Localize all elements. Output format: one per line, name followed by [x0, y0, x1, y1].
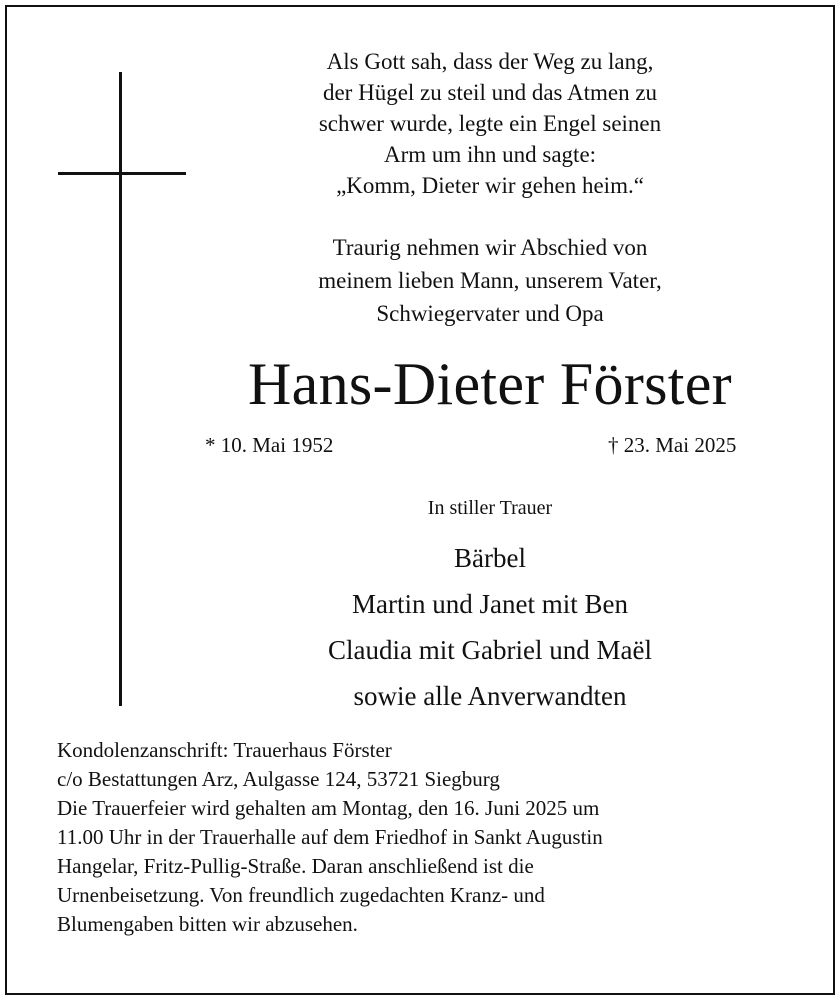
mourner-entry: Bärbel — [454, 543, 526, 573]
poem-line: der Hügel zu steil und das Atmen zu — [322, 80, 658, 105]
details-line: Blumengaben bitten wir abzusehen. — [57, 912, 358, 936]
poem-line: Arm um ihn und sagte: — [383, 142, 597, 167]
farewell-intro — [185, 231, 795, 330]
birth-date: * 10. Mai 1952 — [205, 433, 334, 457]
cross-horizontal-bar — [58, 172, 186, 175]
intro-line: meinem lieben Mann, unserem Vater, — [318, 268, 662, 293]
intro-line: Schwiegervater und Opa — [376, 301, 604, 326]
poem-line: Als Gott sah, dass der Weg zu lang, — [326, 49, 654, 74]
details-line: Hangelar, Fritz-Pullig-Straße. Daran anschließend ist die — [57, 854, 534, 878]
details-line: Die Trauerfeier wird gehalten am Montag, den 16. Juni 2025 um — [57, 796, 600, 820]
mourner-entry: Claudia mit Gabriel und Maël — [328, 635, 652, 665]
deceased-name: Hans-Dieter Förster — [248, 351, 732, 417]
mourner-entry: sowie alle Anverwandten — [353, 681, 627, 711]
funeral-details — [57, 736, 827, 939]
details-line: Kondolenzanschrift: Trauerhaus Förster — [57, 738, 392, 762]
poem — [185, 46, 795, 201]
details-line: 11.00 Uhr in der Trauerhalle auf dem Friedhof in Sankt Augustin — [57, 825, 603, 849]
mourning-label: In stiller Trauer — [427, 497, 553, 519]
poem-line: „Komm, Dieter wir gehen heim.“ — [336, 173, 644, 198]
intro-line: Traurig nehmen wir Abschied von — [332, 235, 648, 260]
details-line: c/o Bestattungen Arz, Aulgasse 124, 53721 Siegburg — [57, 767, 500, 791]
details-line: Urnenbeisetzung. Von freundlich zugedachten Kranz- und — [57, 883, 545, 907]
cross-vertical-bar — [119, 72, 122, 706]
poem-line: schwer wurde, legte ein Engel seinen — [318, 111, 662, 136]
mourner-entry: Martin und Janet mit Ben — [352, 589, 628, 619]
death-date: † 23. Mai 2025 — [608, 433, 737, 457]
mourners-list — [185, 535, 795, 719]
